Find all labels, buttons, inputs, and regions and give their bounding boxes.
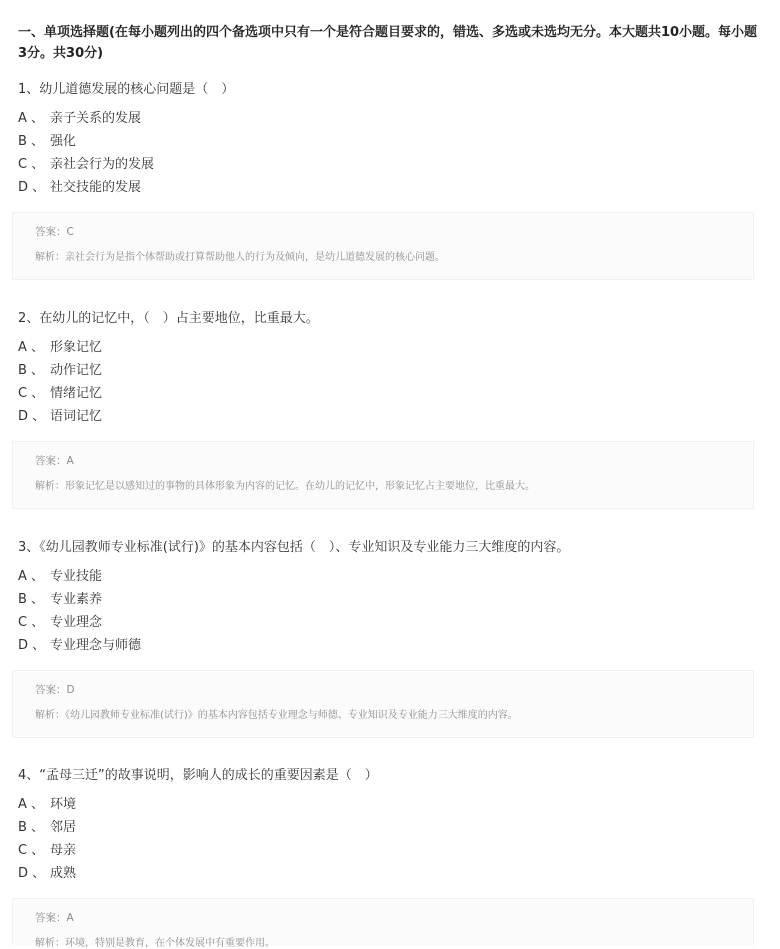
option-text: 强化 (50, 134, 77, 149)
options-list (18, 107, 758, 199)
option-letter: D 、 (18, 638, 46, 653)
options-list (18, 793, 758, 885)
question-2 (18, 309, 758, 428)
option-letter: B 、 (18, 134, 45, 149)
option-b (18, 359, 758, 382)
section-title: 一、单项选择题(在每小题列出的四个备选项中只有一个是符合题目要求的，错选、多选或未选均无分。本大题共10小题。每小题3分。共30分) (18, 25, 758, 61)
option-letter: D 、 (18, 409, 46, 424)
analysis-text: 解析：形象记忆是以感知过的事物的具体形象为内容的记忆。在幼儿的记忆中，形象记忆占主要地位，比重最大。 (35, 481, 535, 492)
option-letter: D 、 (18, 866, 46, 881)
answer-text: 答案：A (35, 455, 74, 467)
answer-box-4 (12, 898, 754, 949)
analysis-text: 解析：环境，特别是教育，在个体发展中有重要作用。 (35, 938, 275, 949)
option-a (18, 336, 758, 359)
question-3 (18, 538, 758, 657)
option-a (18, 793, 758, 816)
question-stem: 2、在幼儿的记忆中，（ ）占主要地位，比重最大。 (18, 311, 319, 326)
option-text: 形象记忆 (50, 340, 103, 355)
option-c (18, 839, 758, 862)
option-text: 社交技能的发展 (50, 180, 142, 195)
options-list (18, 336, 758, 428)
option-text: 亲社会行为的发展 (50, 157, 155, 172)
option-d (18, 634, 758, 657)
option-letter: C 、 (18, 157, 45, 172)
option-text: 语词记忆 (50, 409, 103, 424)
option-a (18, 107, 758, 130)
option-letter: A 、 (18, 340, 45, 355)
option-b (18, 130, 758, 153)
option-b (18, 588, 758, 611)
option-text: 专业理念与师德 (50, 638, 142, 653)
question-4 (18, 766, 758, 885)
option-c (18, 153, 758, 176)
question-stem: 3、《幼儿园教师专业标准(试行)》的基本内容包括（ ）、专业知识及专业能力三大维度的内容。 (18, 540, 570, 555)
question-1 (18, 80, 758, 199)
option-letter: C 、 (18, 615, 45, 630)
option-letter: B 、 (18, 363, 45, 378)
option-text: 邻居 (50, 820, 77, 835)
answer-box-1 (12, 212, 754, 280)
option-text: 母亲 (50, 843, 77, 858)
option-letter: A 、 (18, 797, 45, 812)
analysis-text: 解析：《幼儿园教师专业标准(试行)》的基本内容包括专业理念与师德、专业知识及专业能力三大维度的内容。 (35, 710, 518, 721)
option-d (18, 862, 758, 885)
question-stem: 4、“孟母三迁”的故事说明，影响人的成长的重要因素是（ ） (18, 768, 378, 783)
option-c (18, 611, 758, 634)
option-letter: B 、 (18, 820, 45, 835)
question-stem: 1、幼儿道德发展的核心问题是（ ） (18, 82, 235, 97)
option-d (18, 176, 758, 199)
option-letter: B 、 (18, 592, 45, 607)
option-text: 成熟 (50, 866, 77, 881)
option-letter: C 、 (18, 386, 45, 401)
options-list (18, 565, 758, 657)
analysis-text: 解析：亲社会行为是指个体帮助或打算帮助他人的行为及倾向，是幼儿道德发展的核心问题。 (35, 252, 445, 263)
option-letter: C 、 (18, 843, 45, 858)
answer-box-2 (12, 441, 754, 509)
option-text: 动作记忆 (50, 363, 103, 378)
option-text: 专业理念 (50, 615, 103, 630)
option-b (18, 816, 758, 839)
option-d (18, 405, 758, 428)
option-letter: D 、 (18, 180, 46, 195)
option-letter: A 、 (18, 569, 45, 584)
answer-text: 答案：A (35, 912, 74, 924)
option-c (18, 382, 758, 405)
option-letter: A 、 (18, 111, 45, 126)
answer-text: 答案：C (35, 226, 74, 238)
answer-box-3 (12, 670, 754, 738)
option-text: 情绪记忆 (50, 386, 103, 401)
option-a (18, 565, 758, 588)
option-text: 环境 (50, 797, 77, 812)
option-text: 专业素养 (50, 592, 103, 607)
answer-text: 答案：D (35, 684, 75, 696)
option-text: 专业技能 (50, 569, 103, 584)
option-text: 亲子关系的发展 (50, 111, 142, 126)
